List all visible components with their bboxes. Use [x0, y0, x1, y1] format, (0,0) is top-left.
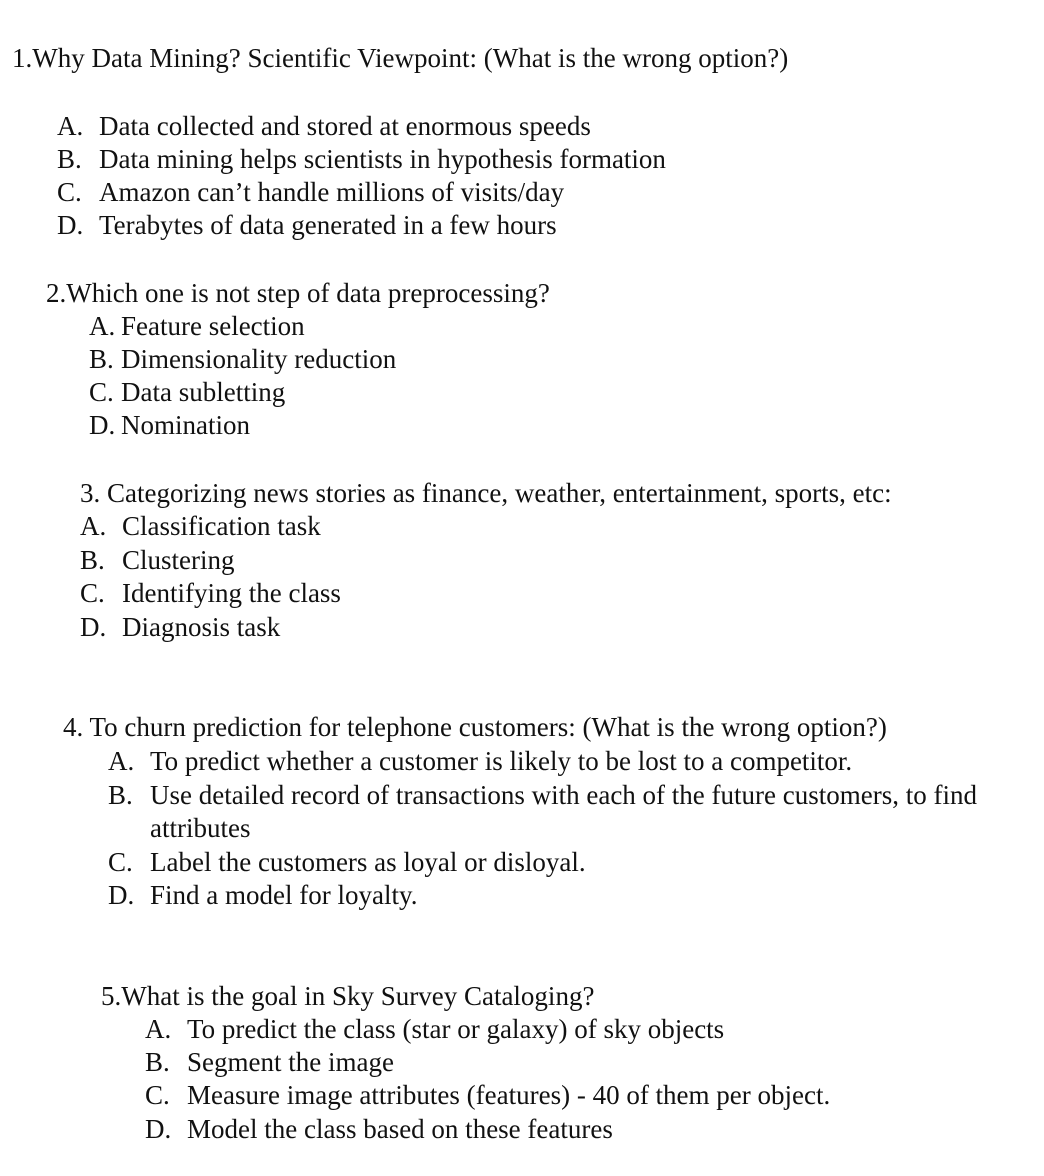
option-text: To predict the class (star or galaxy) of sky objects — [187, 1014, 725, 1044]
option-text: Nomination — [121, 410, 250, 440]
option-letter: A. — [108, 746, 135, 776]
option-text: Classification task — [122, 511, 321, 541]
option-text: Data collected and stored at enormous speeds — [99, 111, 591, 141]
question-2-text: 2.Which one is not step of data preprocessing? — [46, 278, 550, 308]
option-letter: D. — [89, 410, 116, 440]
option-letter: D. — [57, 210, 84, 240]
option-text: Terabytes of data generated in a few hours — [99, 210, 557, 240]
option-letter: B. — [145, 1047, 170, 1077]
option-text: Data mining helps scientists in hypothesis formation — [99, 144, 666, 174]
question-4-text: 4. To churn prediction for telephone customers: (What is the wrong option?) — [63, 712, 887, 742]
question-3-text: 3. Categorizing news stories as finance, weather, entertainment, sports, etc: — [80, 478, 892, 508]
option-letter: C. — [108, 847, 133, 877]
option-letter: C. — [89, 377, 114, 407]
option-letter: D. — [145, 1114, 172, 1144]
option-letter: B. — [108, 780, 133, 810]
option-text: Use detailed record of transactions with each of the future customers, to find attributes — [150, 780, 977, 843]
question-1-text: 1.Why Data Mining? Scientific Viewpoint: (What is the wrong option?) — [12, 43, 789, 73]
option-letter: A. — [145, 1014, 172, 1044]
option-text: Identifying the class — [122, 578, 341, 608]
option-text: Label the customers as loyal or disloyal. — [150, 847, 586, 877]
option-text: Feature selection — [121, 311, 305, 341]
option-letter: B. — [80, 545, 105, 575]
option-letter: A. — [89, 311, 116, 341]
option-text: Model the class based on these features — [187, 1114, 613, 1144]
option-text: To predict whether a customer is likely to be lost to a competitor. — [150, 746, 853, 776]
option-text: Segment the image — [187, 1047, 394, 1077]
option-text: Amazon can’t handle millions of visits/day — [99, 177, 565, 207]
option-text: Find a model for loyalty. — [150, 880, 418, 910]
option-letter: C. — [145, 1080, 170, 1110]
question-5-text: 5.What is the goal in Sky Survey Cataloging? — [101, 981, 595, 1011]
option-text: Dimensionality reduction — [121, 344, 397, 374]
option-letter: D. — [80, 612, 107, 642]
option-letter: C. — [80, 578, 105, 608]
option-letter: A. — [80, 511, 107, 541]
option-letter: B. — [57, 144, 82, 174]
option-letter: D. — [108, 880, 135, 910]
option-text: Data subletting — [121, 377, 286, 407]
option-text: Clustering — [122, 545, 235, 575]
option-text: Diagnosis task — [122, 612, 281, 642]
option-letter: C. — [57, 177, 82, 207]
option-text: Measure image attributes (features) - 40 of them per object. — [187, 1080, 831, 1110]
option-letter: A. — [57, 111, 84, 141]
option-letter: B. — [89, 344, 114, 374]
